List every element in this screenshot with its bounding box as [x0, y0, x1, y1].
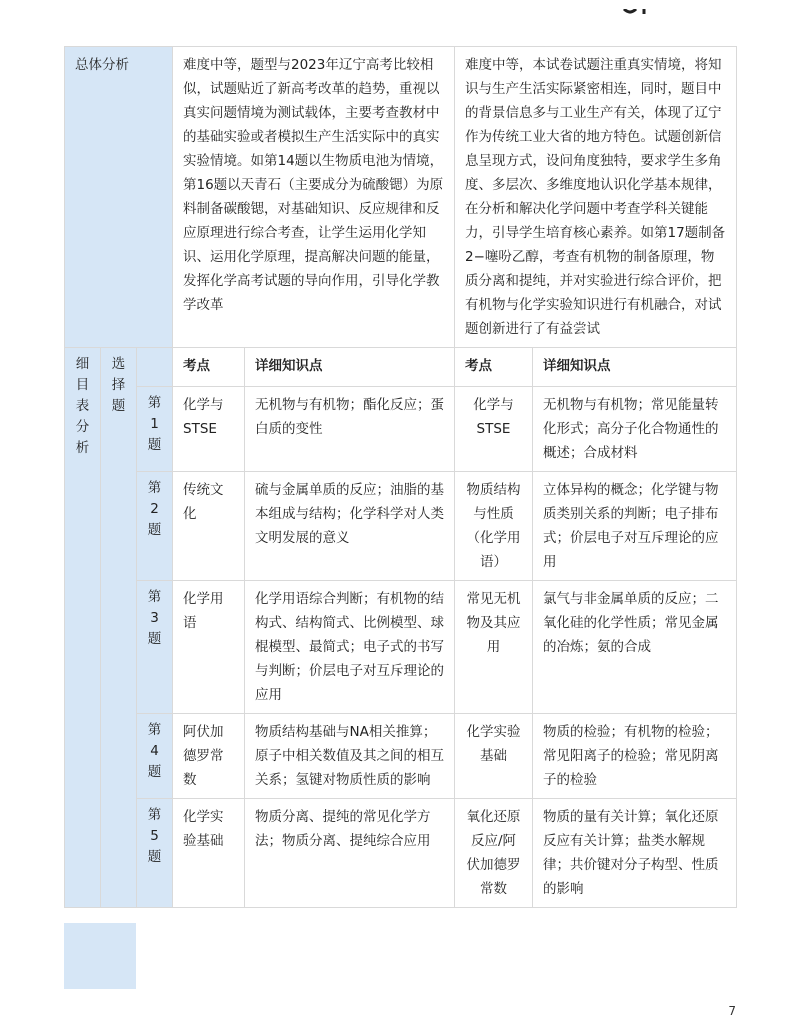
table-row	[65, 714, 737, 799]
summary-left-text: 难度中等，题型与2023年辽宁高考比较相似，试题贴近了新高考改革的趋势，重视以真实问题情境为测试载体，主要考查教材中的基础实验或者模拟生产生活实际中的真实实验情境。如第14题以生物质电池为情境，第16题以天青石（主要成分为硫酸锶）为原料制备碳酸锶，对基础知识、反应规律和反应原理进行综合考查，让学生运用化学知识、运用化学原理，提高解决问题的能量，发挥化学高考试题的导向作用，引导化学教学改革	[173, 47, 455, 348]
right-knowledge: 立体异构的概念；化学键与物质类别关系的判断；电子排布式；价层电子对互斥理论的应用	[533, 472, 737, 581]
right-point: 氧化还原反应/阿伏加德罗常数	[455, 799, 533, 908]
question-number: 第 3 题	[137, 581, 173, 714]
left-point: 化学用语	[173, 581, 245, 714]
left-point: 传统文化	[173, 472, 245, 581]
right-point: 化学实验基础	[455, 714, 533, 799]
question-number: 第 1 题	[137, 387, 173, 472]
table-row	[65, 799, 737, 908]
left-knowledge: 硫与金属单质的反应；油脂的基本组成与结构；化学科学对人类文明发展的意义	[245, 472, 455, 581]
question-number: 第 2 题	[137, 472, 173, 581]
left-knowledge: 化学用语综合判断；有机物的结构式、结构简式、比例模型、球棍模型、最简式；电子式的书写与判断；价层电子对互斥理论的应用	[245, 581, 455, 714]
page-number: 7	[728, 1004, 736, 1018]
header-knowledge-left: 详细知识点	[245, 348, 455, 387]
table-row	[65, 387, 737, 472]
left-point: 阿伏加德罗常数	[173, 714, 245, 799]
summary-row	[65, 47, 737, 348]
right-knowledge: 氯气与非金属单质的反应；二氧化硅的化学性质；常见金属的冶炼；氨的合成	[533, 581, 737, 714]
summary-right-text: 难度中等，本试卷试题注重真实情境，将知识与生产生活实际紧密相连，同时，题目中的背景信息多与工业生产有关，体现了辽宁作为传统工业大省的地方特色。试题创新信息呈现方式，设问角度独特，要求学生多角度、多层次、多维度地认识化学基本规律，在分析和解决化学问题中考查学科关键能力，引导学生培育核心素养。如第17题制备2−噻吩乙醇，考查有机物的制备原理，物质分离和提纯，并对实验进行综合评价，把有机物与化学实验知识进行有机融合，对试题创新进行了有益尝试	[455, 47, 737, 348]
section-label: 选 择 题	[101, 348, 137, 908]
left-knowledge: 物质分离、提纯的常见化学方法；物质分离、提纯综合应用	[245, 799, 455, 908]
right-knowledge: 物质的量有关计算；氧化还原反应有关计算；盐类水解规律；共价键对分子构型、性质的影响	[533, 799, 737, 908]
analysis-table	[64, 46, 737, 908]
left-point: 化学实验基础	[173, 799, 245, 908]
question-number: 第 5 题	[137, 799, 173, 908]
question-number: 第 4 题	[137, 714, 173, 799]
right-knowledge: 物质的检验；有机物的检验；常见阳离子的检验；常见阴离子的检验	[533, 714, 737, 799]
detail-label: 细 目 表 分 析	[65, 348, 101, 908]
left-knowledge: 物质结构基础与NA相关推算；原子中相关数值及其之间的相互关系；氢键对物质性质的影响	[245, 714, 455, 799]
header-point-right: 考点	[455, 348, 533, 387]
right-point: 化学与STSE	[455, 387, 533, 472]
table-row	[65, 581, 737, 714]
header-knowledge-right: 详细知识点	[533, 348, 737, 387]
table-row	[65, 472, 737, 581]
left-point: 化学与STSE	[173, 387, 245, 472]
header-point-left: 考点	[173, 348, 245, 387]
sidebar-filler	[64, 923, 136, 989]
right-point: 物质结构与性质（化学用语）	[455, 472, 533, 581]
left-knowledge: 无机物与有机物；酯化反应；蛋白质的变性	[245, 387, 455, 472]
detail-header-row	[65, 348, 737, 387]
top-edge-mark	[620, 0, 660, 6]
right-point: 常见无机物及其应用	[455, 581, 533, 714]
summary-label: 总体分析	[65, 47, 173, 348]
right-knowledge: 无机物与有机物；常见能量转化形式；高分子化合物通性的概述；合成材料	[533, 387, 737, 472]
